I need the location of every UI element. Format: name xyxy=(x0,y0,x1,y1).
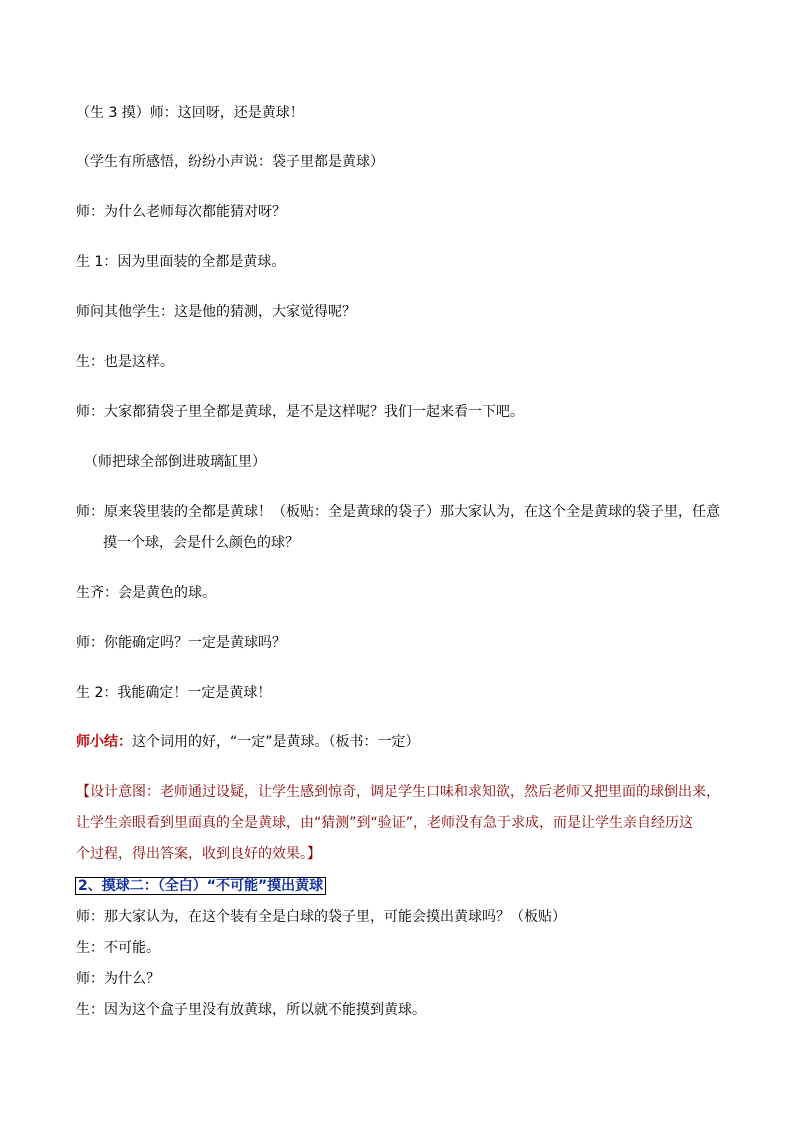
dialogue-line: 师：为什么老师每次都能猜对呀？ xyxy=(76,204,286,220)
dialogue-line: （学生有所感悟，纷纷小声说：袋子里都是黄球） xyxy=(76,154,384,170)
teacher-summary xyxy=(76,732,420,752)
dialogue-line: 师：原来袋里装的全都是黄球！（板贴：全是黄球的袋子）那大家认为，在这个全是黄球的袋子里，任意 xyxy=(76,504,720,520)
dialogue-line: 师：那大家认为，在这个装有全是白球的袋子里，可能会摸出黄球吗？（板贴） xyxy=(76,909,566,925)
dialogue-line: 生 1：因为里面装的全都是黄球。 xyxy=(76,254,286,270)
dialogue-line: 师：为什么？ xyxy=(76,971,160,987)
dialogue-line: 师：大家都猜袋子里全都是黄球，是不是这样呢？我们一起来看一下吧。 xyxy=(76,404,524,420)
dialogue-line: 生：也是这样。 xyxy=(76,354,174,370)
dialogue-line: 生 2：我能确定！一定是黄球！ xyxy=(76,685,272,701)
section-heading-text: 2、摸球二：（全白）“不可能”摸出黄球 xyxy=(75,877,326,895)
summary-label: 师小结： xyxy=(76,734,132,750)
design-intent-line: 【设计意图：老师通过设疑，让学生感到惊奇，调足学生口味和求知欲，然后老师又把里面的球倒出来， xyxy=(76,784,720,800)
design-intent-line: 让学生亲眼看到里面真的全是黄球，由“猜测”到“验证”，老师没有急于求成，而是让学生亲自经历这 xyxy=(76,815,694,831)
dialogue-line-continued: 摸一个球，会是什么颜色的球？ xyxy=(103,535,299,551)
dialogue-line: 师问其他学生：这是他的猜测，大家觉得呢？ xyxy=(76,304,356,320)
dialogue-line: 师：你能确定吗？一定是黄球吗？ xyxy=(76,635,286,651)
stage-direction: （师把球全部倒进玻璃缸里） xyxy=(84,454,266,470)
dialogue-line: 生：因为这个盒子里没有放黄球，所以就不能摸到黄球。 xyxy=(76,1002,426,1018)
dialogue-line: 生齐：会是黄色的球。 xyxy=(76,585,216,601)
dialogue-line: 生：不可能。 xyxy=(76,940,160,956)
design-intent-line: 个过程，得出答案，收到良好的效果。】 xyxy=(76,846,321,862)
section-heading xyxy=(75,876,326,896)
summary-text: 这个词用的好，“一定”是黄球。（板书：一定） xyxy=(132,734,420,750)
dialogue-line: （生 3 摸）师：这回呀，还是黄球！ xyxy=(76,105,304,121)
